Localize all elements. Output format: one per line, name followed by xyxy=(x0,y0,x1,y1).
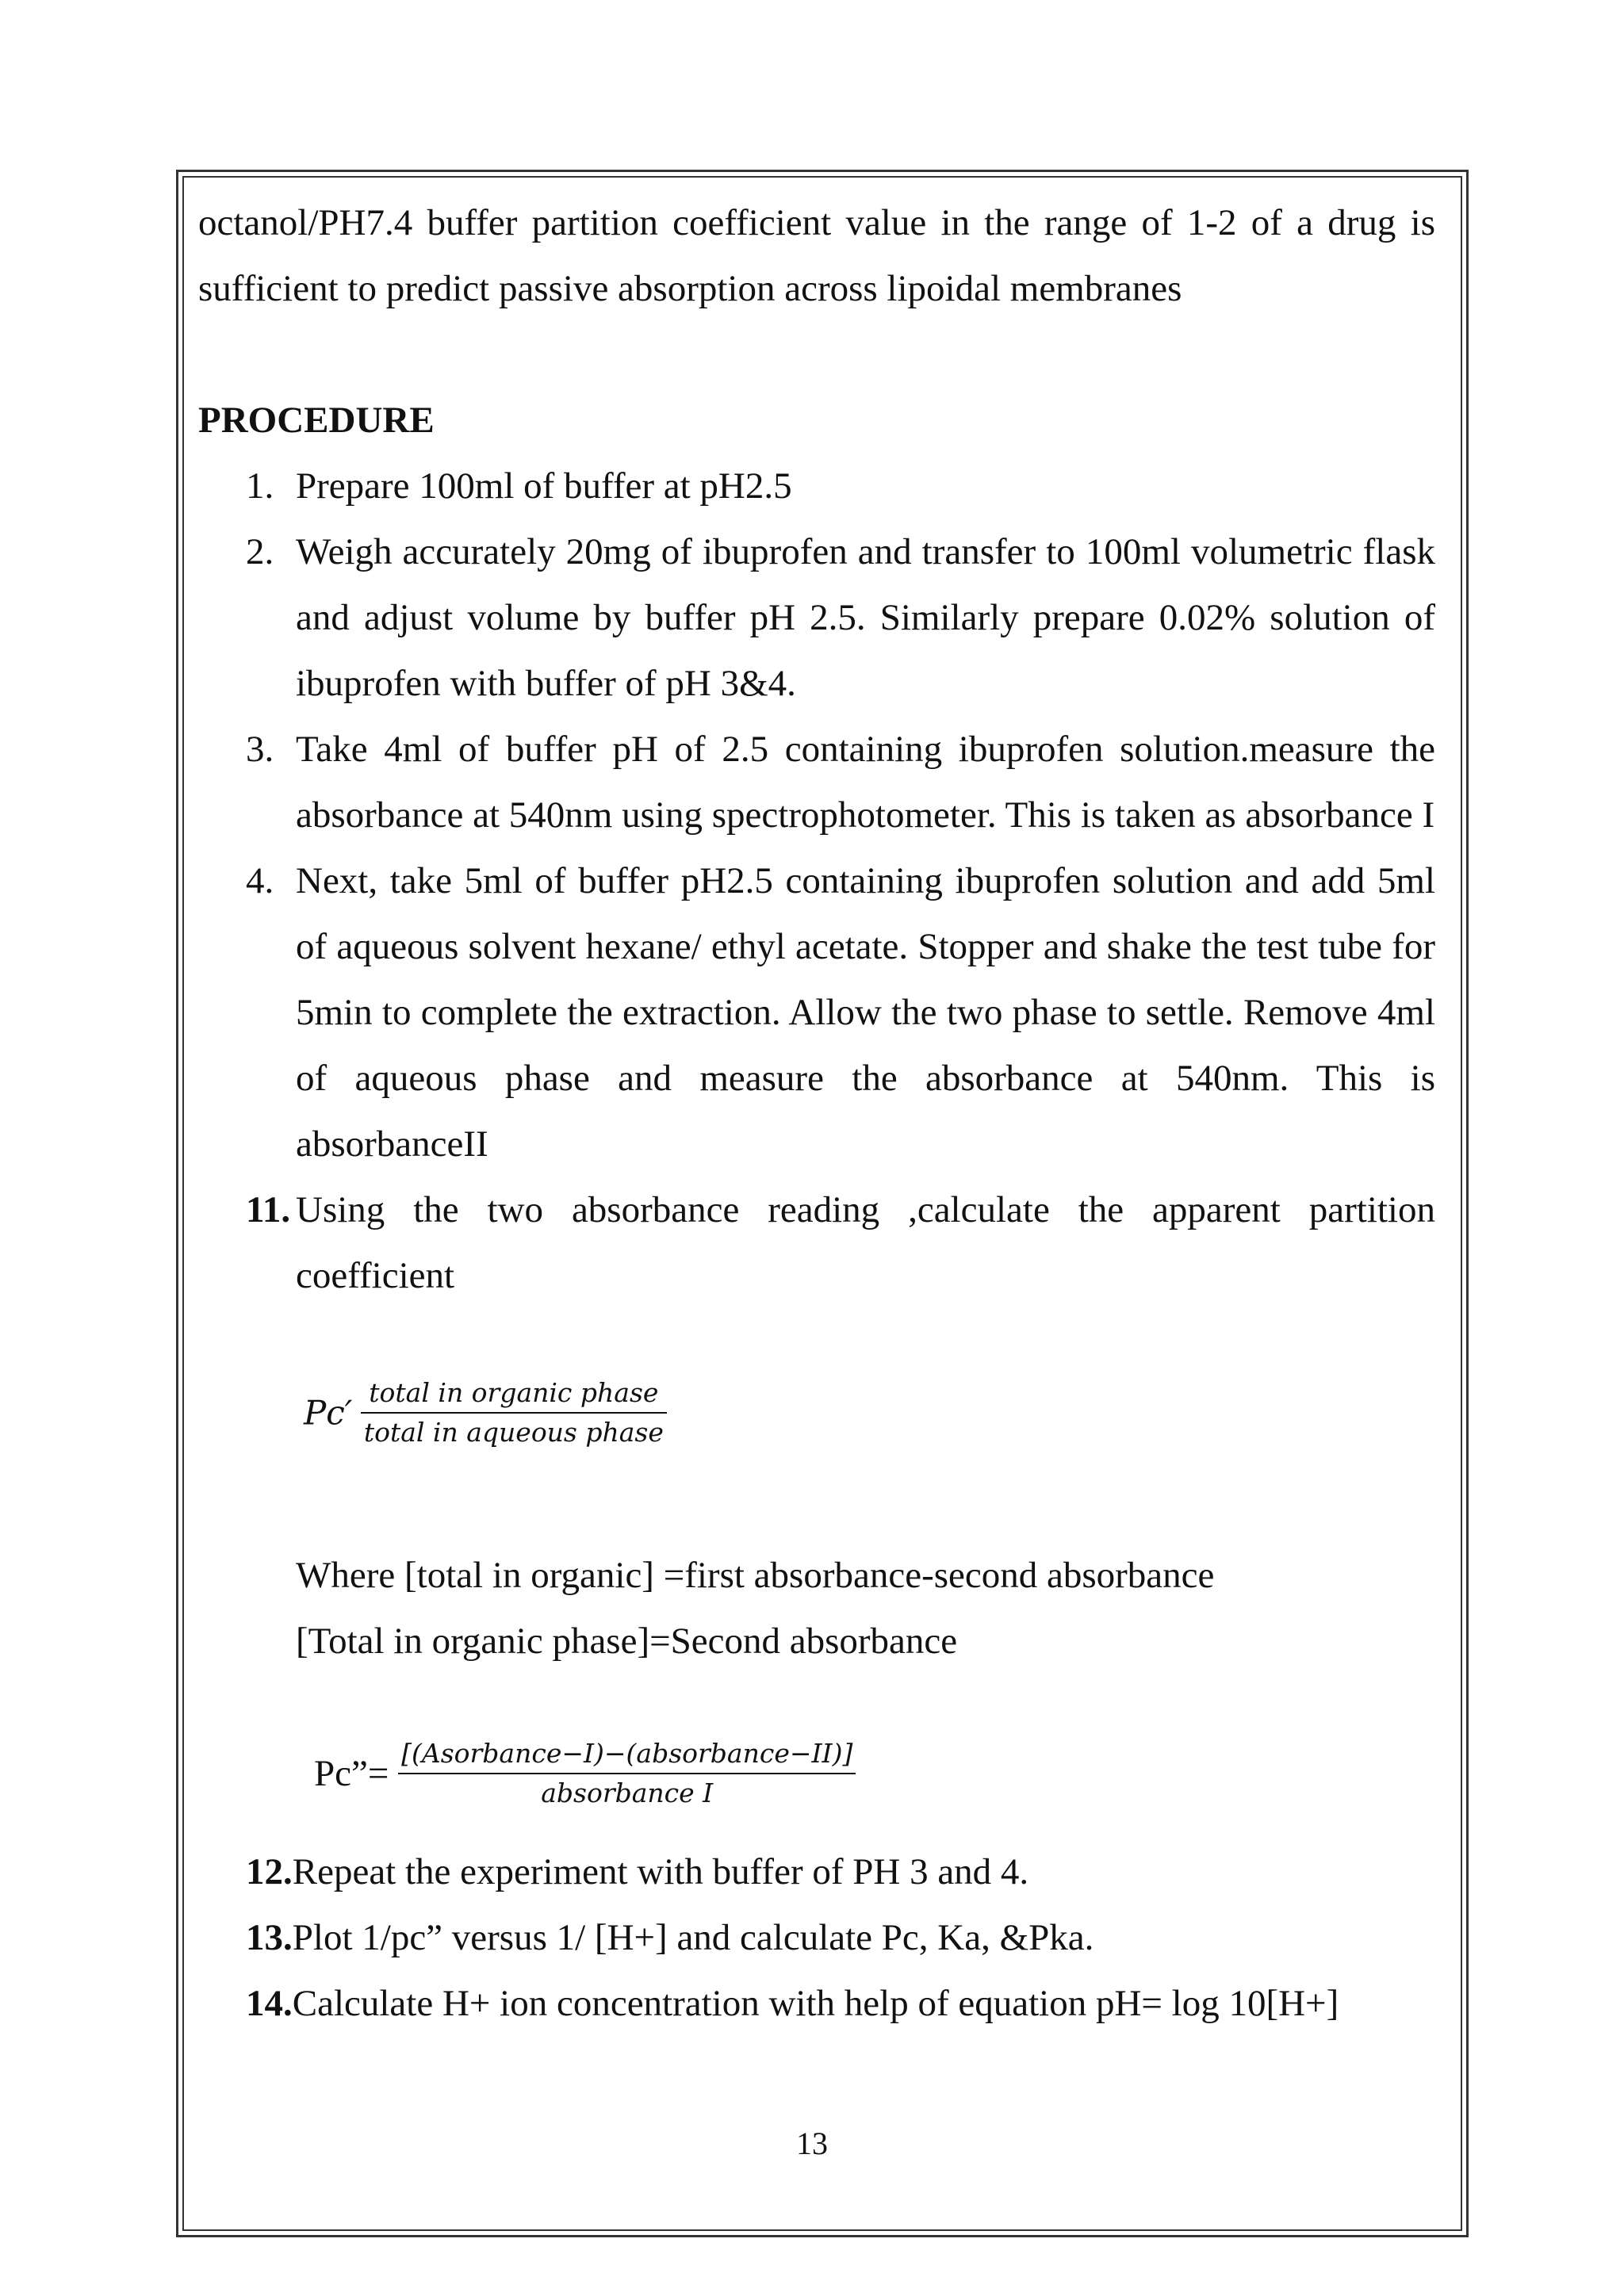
step-text: Plot 1/pc” versus 1/ [H+] and calculate Pc, Ka, &Pka. xyxy=(292,1917,1094,1958)
formula-lhs: Pc′ xyxy=(304,1393,353,1433)
procedure-step xyxy=(198,1971,1435,2037)
procedure-step xyxy=(198,1177,1435,1309)
where-line: Where [total in organic] =first absorbance-second absorbance xyxy=(296,1555,1215,1596)
step-text: Calculate H+ ion concentration with help of equation pH= log 10[H+] xyxy=(292,1983,1339,2024)
formula-numerator: total in organic phase xyxy=(361,1374,667,1414)
procedure-heading: PROCEDURE xyxy=(198,400,435,441)
formula-numerator: [(Asorbance−I)−(absorbance−II)] xyxy=(398,1735,856,1774)
formula-lhs: Pc”= xyxy=(314,1753,389,1794)
step-text: Weigh accurately 20mg of ibuprofen and transfer to 100ml volumetric flask and adjust volume by buffer pH 2.5. Similarly prepare 0.02% solution of ibuprofen with buffer of pH 3&4. xyxy=(296,531,1435,704)
procedure-step xyxy=(198,1905,1435,1971)
step-number: 3. xyxy=(246,729,274,770)
step-number: 11. xyxy=(246,1189,291,1230)
formula-fraction xyxy=(361,1374,667,1452)
where-definitions xyxy=(296,1543,1214,1674)
formula-denominator: absorbance I xyxy=(541,1777,714,1808)
step-number: 14. xyxy=(246,1983,293,2024)
procedure-step xyxy=(198,453,1435,519)
step-text: Next, take 5ml of buffer pH2.5 containing ibuprofen solution and add 5ml of aqueous solvent hexane/ ethyl acetate. Stopper and shake the test tube for 5min to complete the extraction. Allow the two phase to settle. Remove 4ml of aqueous phase and measure the absorbance at 540nm. This is absorbanceII xyxy=(296,860,1435,1165)
step-number: 4. xyxy=(246,860,274,901)
step-number: 13. xyxy=(246,1917,293,1958)
procedure-step xyxy=(198,717,1435,848)
formula-fraction xyxy=(398,1735,856,1812)
procedure-step xyxy=(198,1839,1435,1905)
formula-denominator: total in aqueous phase xyxy=(363,1417,664,1448)
pc-double-prime-formula xyxy=(314,1735,856,1812)
step-text: Repeat the experiment with buffer of PH 3 and 4. xyxy=(292,1851,1029,1892)
partition-coefficient-formula xyxy=(304,1374,667,1452)
step-number: 12. xyxy=(246,1851,293,1892)
step-text: Using the two absorbance reading ,calculate the apparent partition coefficient xyxy=(296,1189,1435,1296)
step-number: 2. xyxy=(246,531,274,572)
where-line: [Total in organic phase]=Second absorbance xyxy=(296,1621,958,1662)
page-content xyxy=(198,190,1435,1309)
step-number: 1. xyxy=(246,465,274,507)
later-steps xyxy=(198,1839,1435,2037)
procedure-step xyxy=(198,848,1435,1177)
procedure-step xyxy=(198,519,1435,717)
step-text: Take 4ml of buffer pH of 2.5 containing ibuprofen solution.measure the absorbance at 540nm using spectrophotometer. This is taken as absorbance I xyxy=(296,729,1435,836)
page-number: 13 xyxy=(796,2126,828,2161)
intro-paragraph: octanol/PH7.4 buffer partition coefficient value in the range of 1-2 of a drug is sufficient to predict passive absorption across lipoidal membranes xyxy=(198,202,1435,309)
step-text: Prepare 100ml of buffer at pH2.5 xyxy=(296,465,792,507)
